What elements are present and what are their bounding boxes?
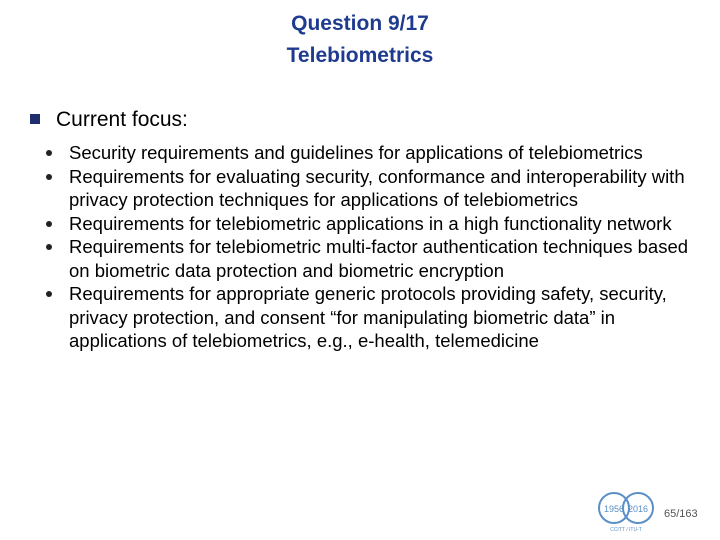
- square-bullet-icon: [30, 114, 40, 124]
- title-line-question: Question 9/17: [291, 12, 429, 35]
- slide-title: [0, 8, 720, 72]
- bullet-list: [42, 141, 710, 353]
- page-number: 65/163: [664, 508, 698, 520]
- logo-year-right: 2016: [627, 504, 649, 514]
- bullet-item: Requirements for telebiometric multi-factor authentication techniques based on biometric data protection and biometric encryption: [42, 235, 710, 282]
- focus-heading: [30, 106, 188, 134]
- bullet-item: Requirements for appropriate generic protocols providing safety, security, privacy protection, and consent “for manipulating biometric data” in applications of telebiometrics, e.g., e-health, telemedicine: [42, 282, 710, 353]
- itu-anniversary-logo: [594, 486, 660, 534]
- bullet-item: Requirements for telebiometric applications in a high functionality network: [42, 212, 710, 236]
- bullet-item: Security requirements and guidelines for applications of telebiometrics: [42, 141, 710, 165]
- logo-year-left: 1956: [603, 504, 625, 514]
- focus-heading-text: Current focus:: [56, 108, 188, 131]
- logo-org: CCITT / ITU-T: [610, 527, 642, 533]
- bullet-item: Requirements for evaluating security, conformance and interoperability with privacy protection techniques for applications of telebiometrics: [42, 165, 710, 212]
- title-line-topic: Telebiometrics: [286, 44, 434, 67]
